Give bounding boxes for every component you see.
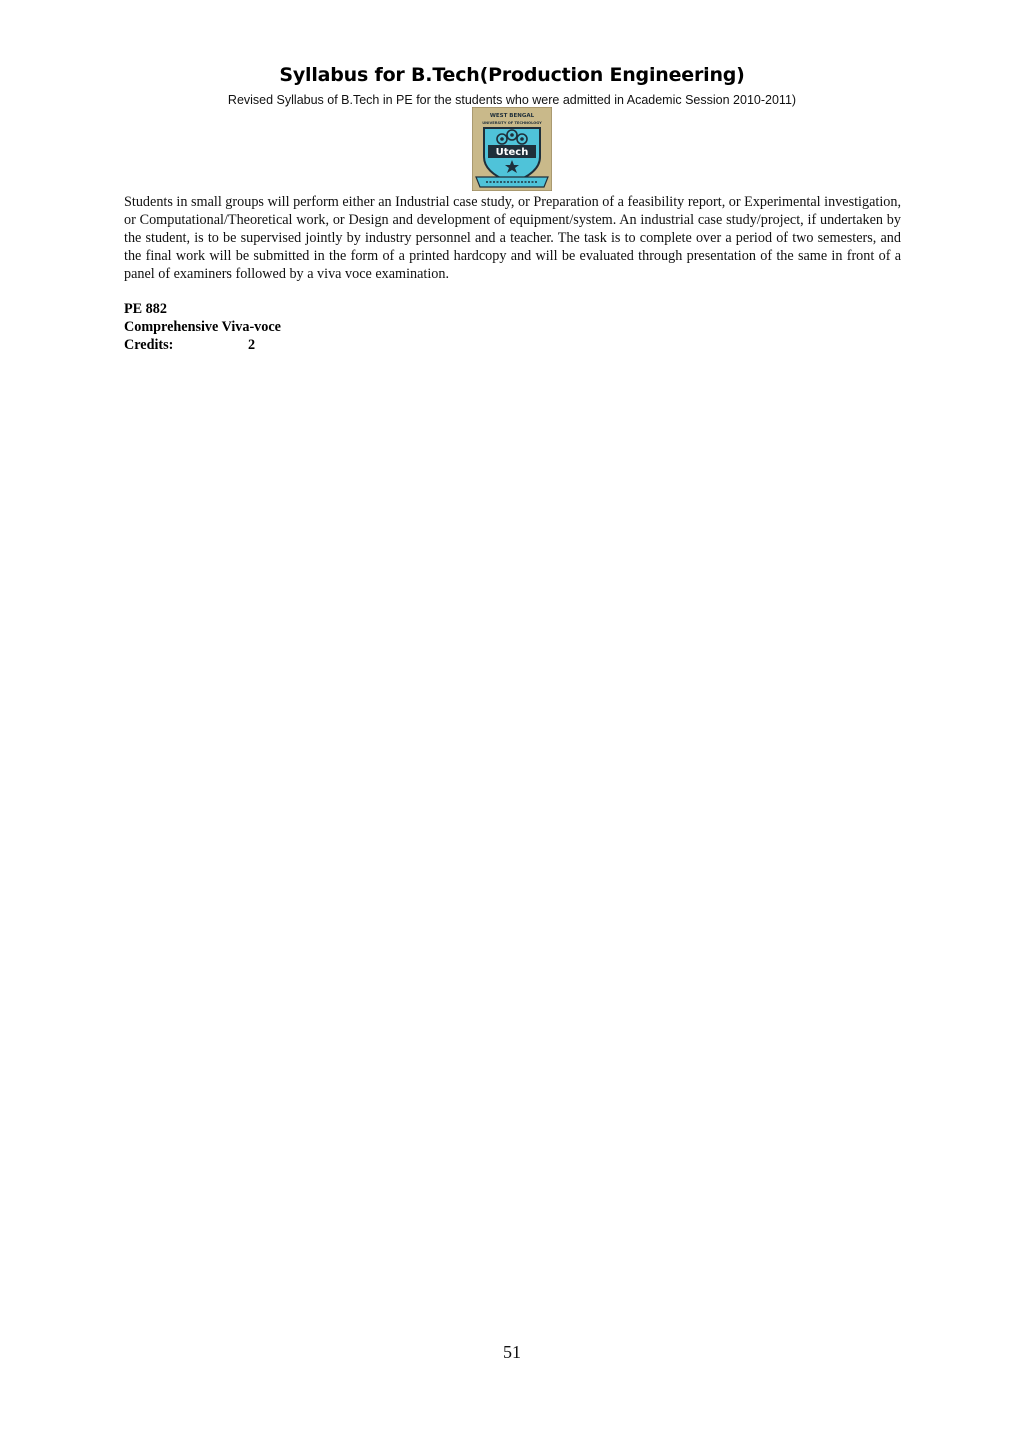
credits-row [124, 336, 281, 354]
course-info [124, 300, 281, 354]
course-code: PE 882 [124, 301, 167, 317]
project-description-paragraph: Students in small groups will perform either an Industrial case study, or Preparation of a feasibility report, or Experimental investigation, or Computational/Theoretical work, or Design and development of equipment/system. An industrial case study/project, if undertaken by the student, is to be supervised jointly by industry personnel and a teacher. The task is to complete over a period of two semesters, and the final work will be submitted in the form of a printed hardcopy and will be evaluated through presentation of the same in front of a panel of examiners followed by a viva voce examination. [124, 194, 901, 282]
document-title: Syllabus for B.Tech(Production Engineering) [279, 64, 745, 86]
seal-top-text: WEST BENGAL [489, 113, 535, 119]
university-seal-icon [472, 107, 552, 191]
credits-value: 2 [248, 337, 256, 353]
seal-sub-text: UNIVERSITY OF TECHNOLOGY [482, 121, 542, 125]
page-number: 51 [503, 1342, 521, 1362]
document-subtitle: Revised Syllabus of B.Tech in PE for the students who were admitted in Academic Session 2010-2011) [227, 93, 797, 107]
course-name: Comprehensive Viva-voce [124, 319, 281, 335]
seal-center-text: Utech [495, 147, 529, 158]
credits-label: Credits: [124, 337, 174, 353]
